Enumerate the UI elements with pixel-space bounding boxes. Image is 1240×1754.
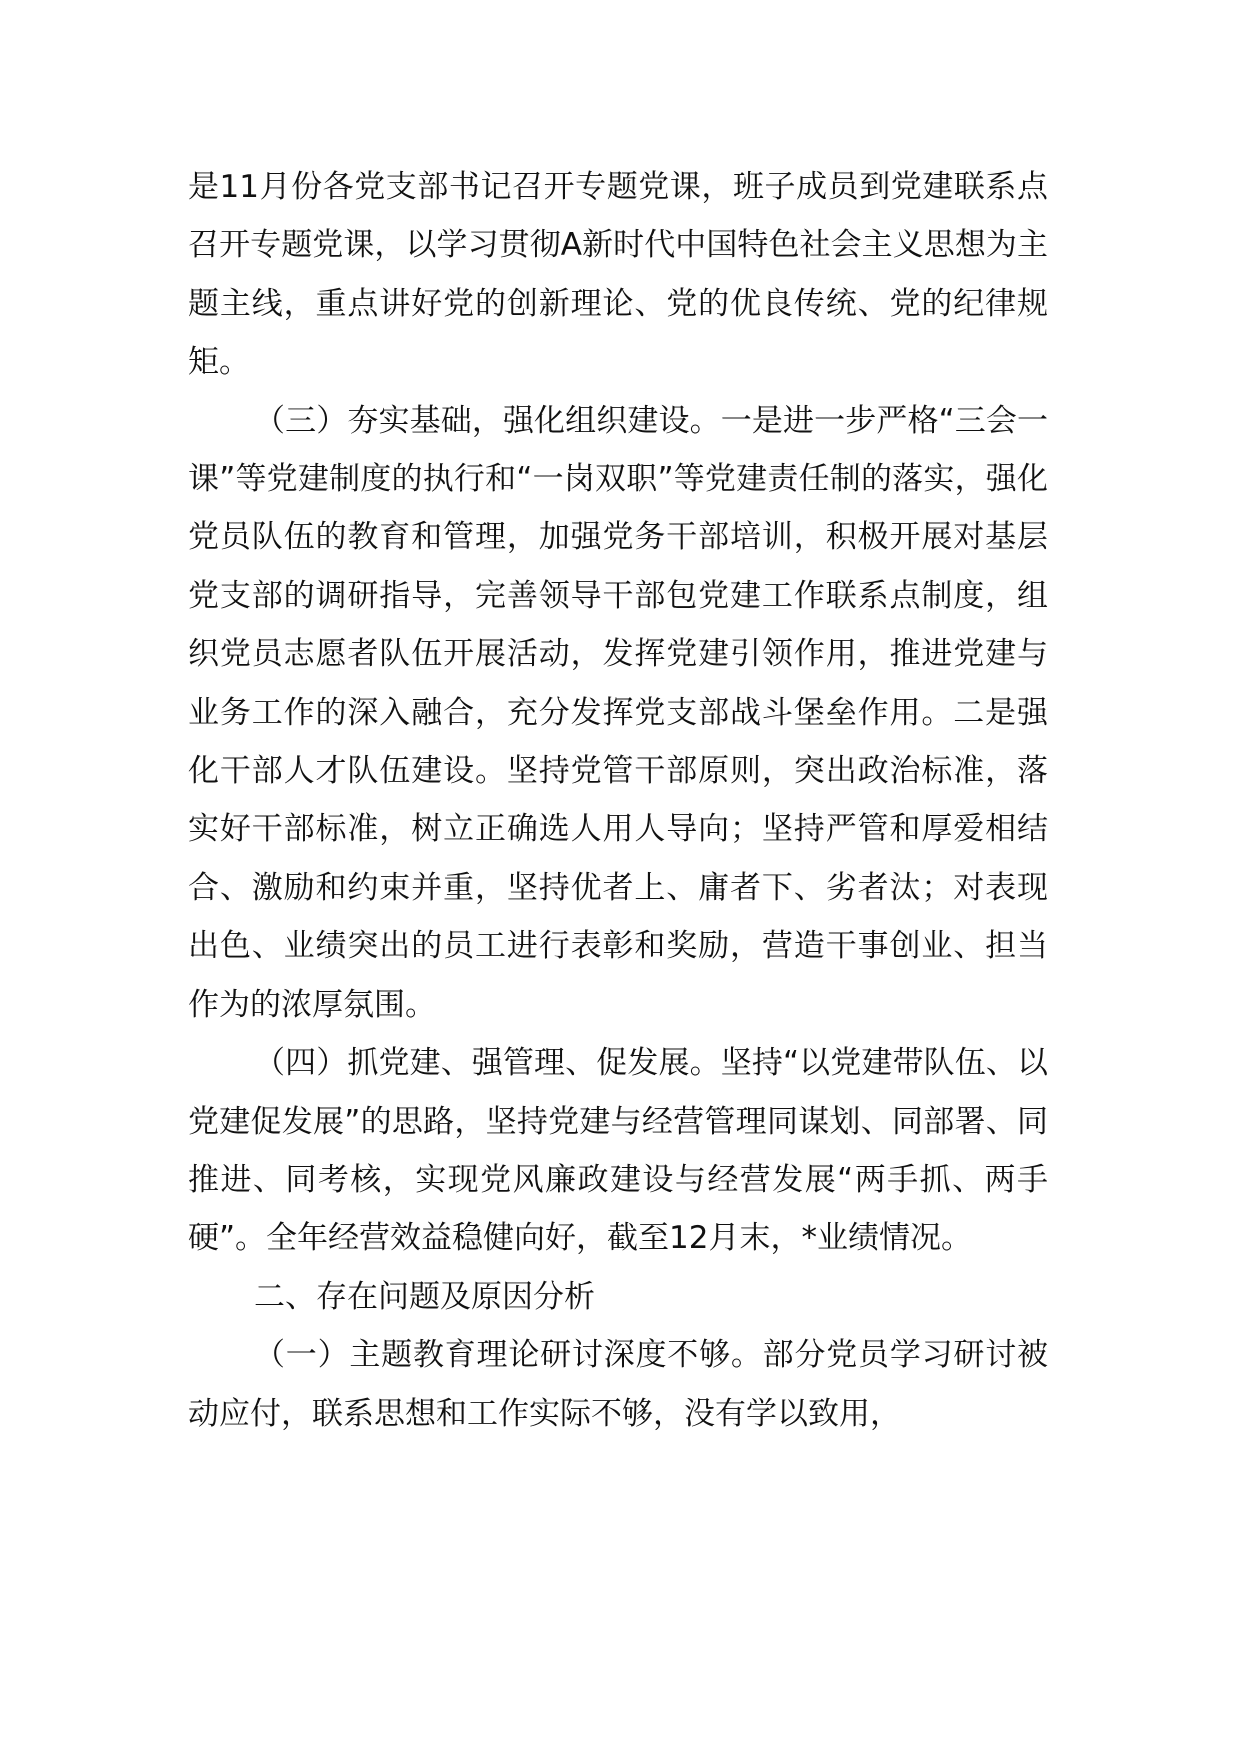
paragraph-section-four: （四）抓党建、强管理、促发展。坚持“以党建带队伍、以党建促发展”的思路，坚持党建与经营管理同谋划、同部署、同推进、同考核，实现党风廉政建设与经营发展“两手抓、两手硬”。全年经营效益稳健向好，截至12月末，*业绩情况。 — [188, 1045, 1048, 1257]
paragraph-problem-one: （一）主题教育理论研讨深度不够。部分党员学习研讨被动应付，联系思想和工作实际不够，没有学以致用， — [188, 1337, 1048, 1432]
document-body — [188, 158, 1048, 1443]
paragraph-section-three: （三）夯实基础，强化组织建设。一是进一步严格“三会一课”等党建制度的执行和“一岗双职”等党建责任制的落实，强化党员队伍的教育和管理，加强党务干部培训，积极开展对基层党支部的调研指导，完善领导干部包党建工作联系点制度，组织党员志愿者队伍开展活动，发挥党建引领作用，推进党建与业务工作的深入融合，充分发挥党支部战斗堡垒作用。二是强化干部人才队伍建设。坚持党管干部原则，突出政治标准，落实好干部标准，树立正确选人用人导向；坚持严管和厚爱相结合、激励和约束并重，坚持优者上、庸者下、劣者汰；对表现出色、业绩突出的员工进行表彰和奖励，营造干事创业、担当作为的浓厚氛围。 — [188, 402, 1048, 1023]
paragraph-continuation: 是11月份各党支部书记召开专题党课，班子成员到党建联系点召开专题党课，以学习贯彻A新时代中国特色社会主义思想为主题主线，重点讲好党的创新理论、党的优良传统、党的纪律规矩。 — [188, 169, 1048, 381]
section-heading-problems: 二、存在问题及原因分析 — [254, 1278, 595, 1315]
